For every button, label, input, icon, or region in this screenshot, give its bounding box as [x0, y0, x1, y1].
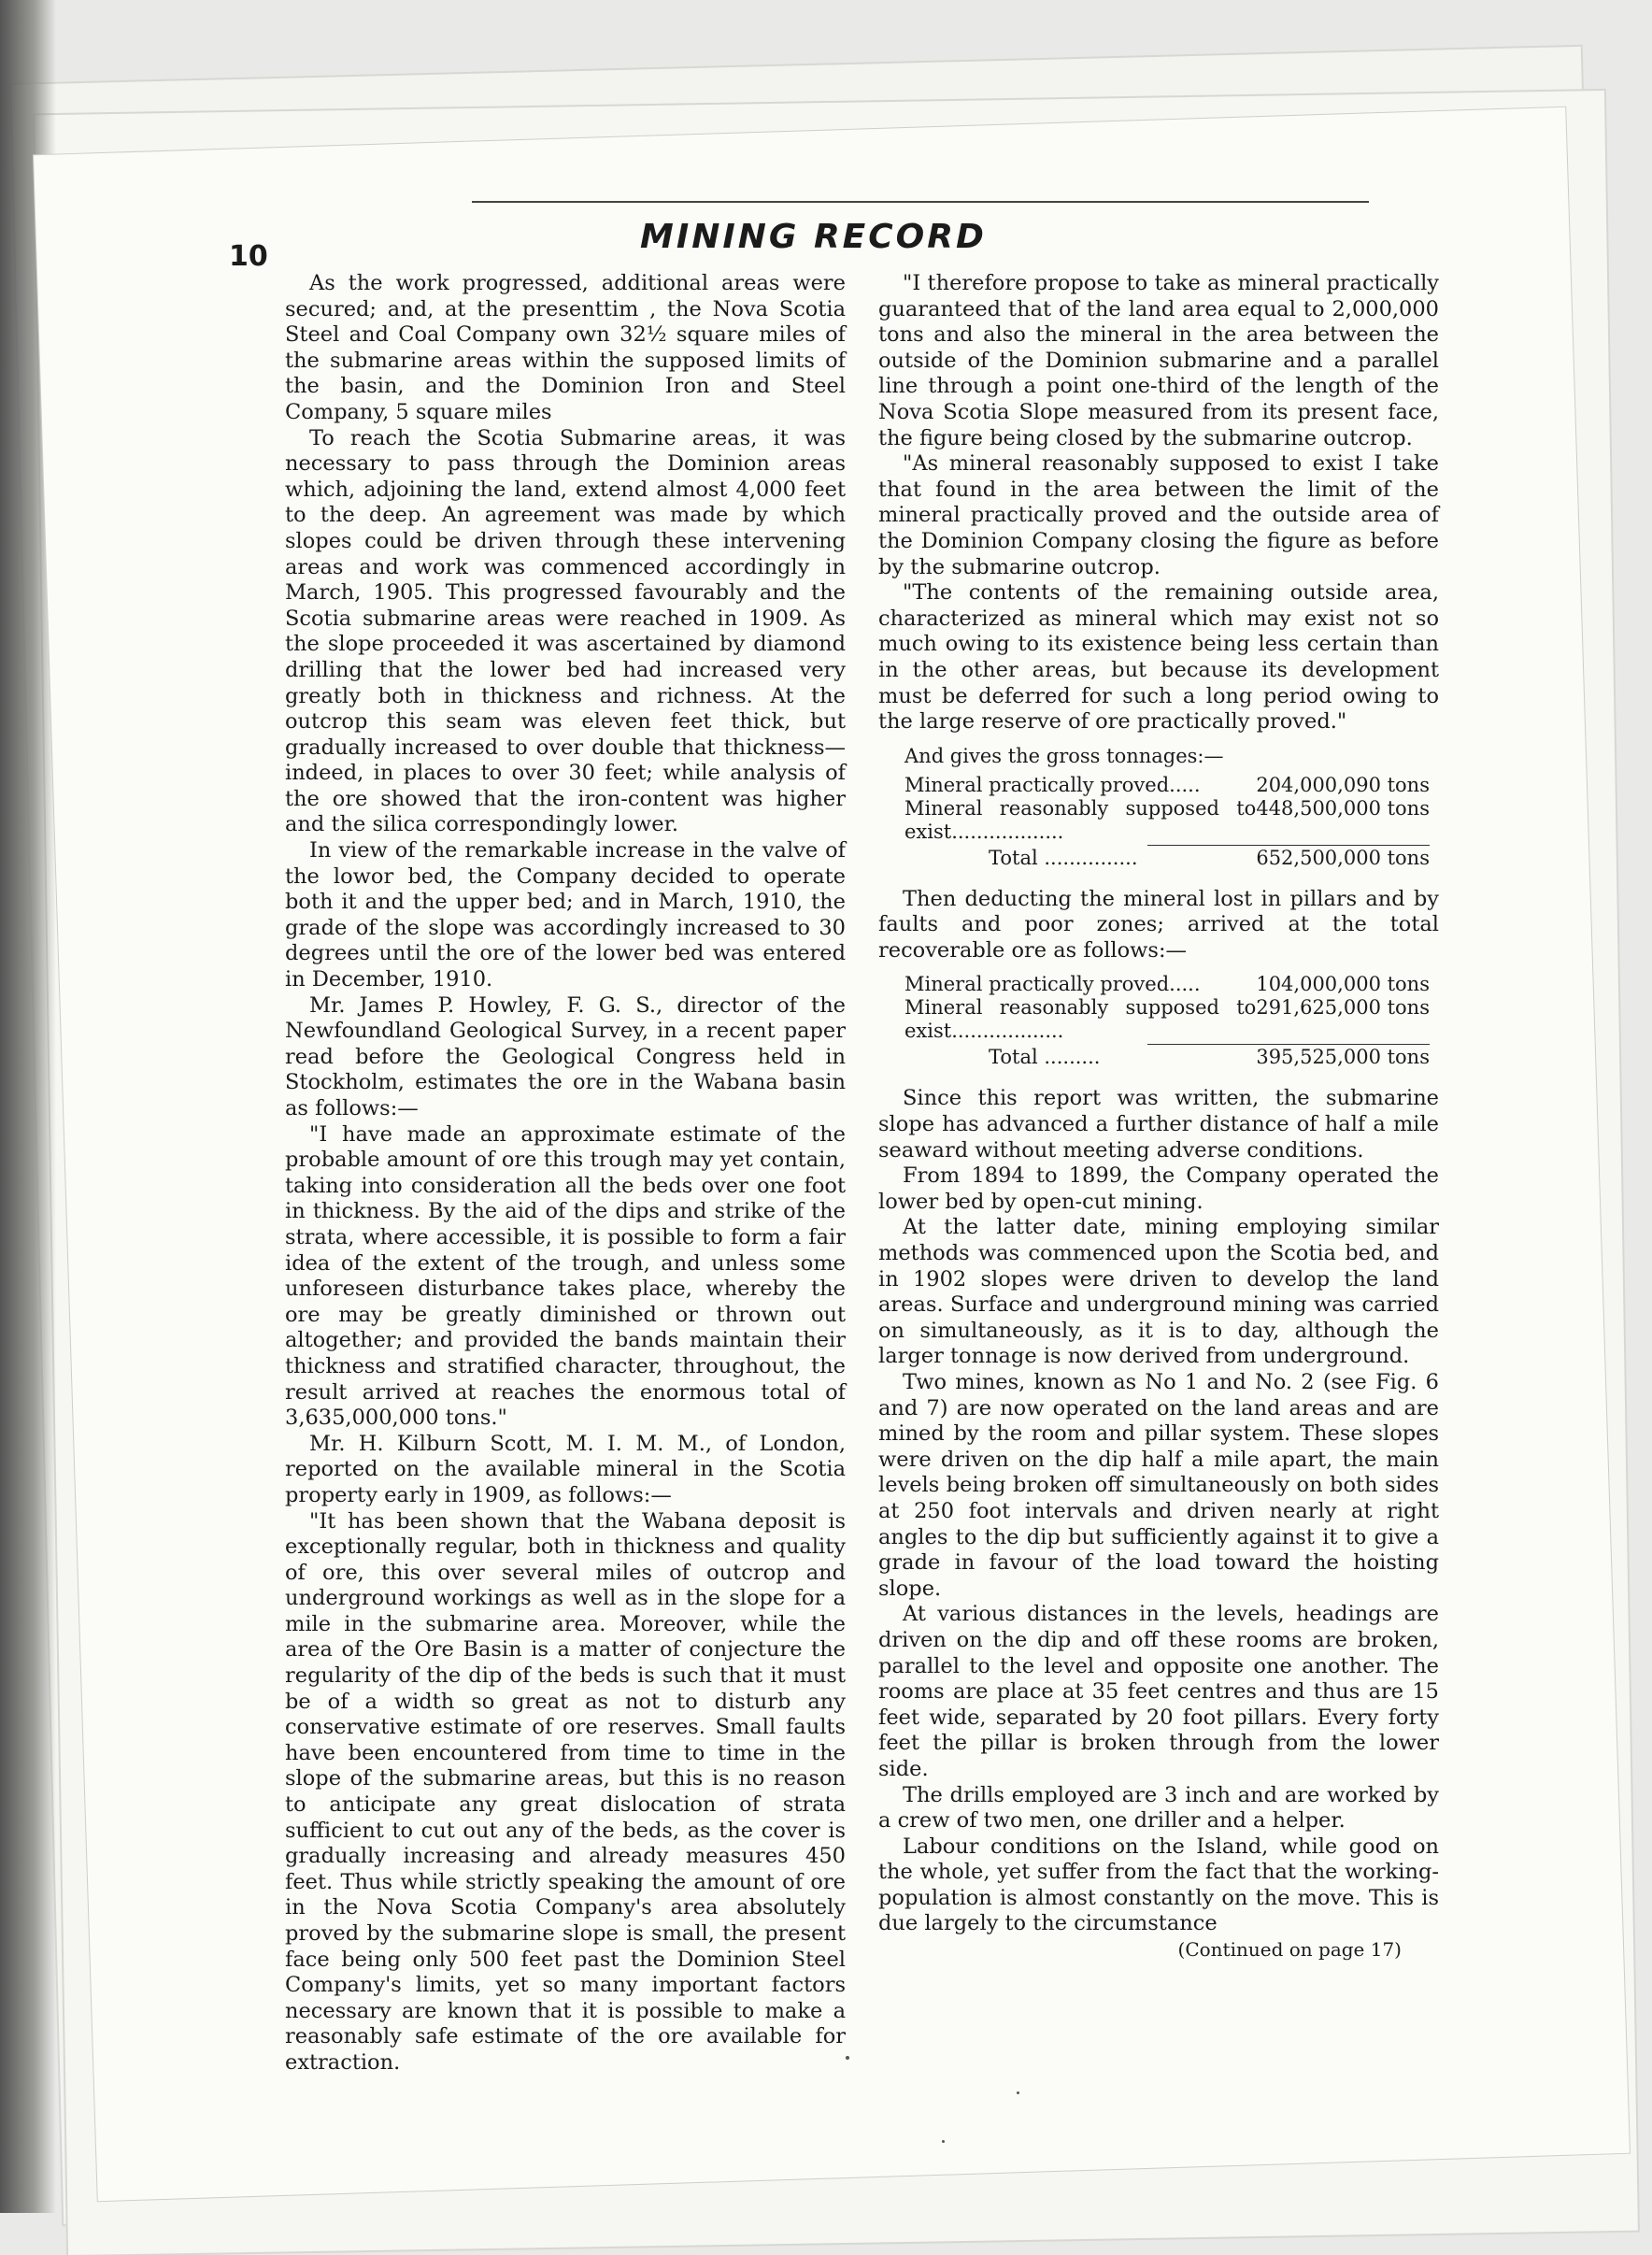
- right-column: [878, 271, 1439, 1963]
- paragraph: Mr. H. Kilburn Scott, M. I. M. M., of London, reported on the available mineral in the Scotia property early in 1909, as follows:—: [285, 1431, 846, 1507]
- page-number: 10: [229, 240, 268, 273]
- tonnage-label: Mineral reasonably supposed to exist..................: [904, 996, 1257, 1043]
- left-column: [285, 271, 846, 2077]
- tonnage-value: 291,625,000 tons: [1256, 996, 1430, 1020]
- ink-speck: [942, 2140, 945, 2143]
- paragraph: Two mines, known as No 1 and No. 2 (see Fig. 6 and 7) are now operated on the land areas and are mined by the room and pillar system. These slopes were driven on the dip half a mile apart, the main levels being broken off simultaneously on both sides at 250 foot intervals and driven nearly at right angles to the dip but sufficiently against it to give a grade in favour of the load toward the hoisting slope.: [878, 1370, 1439, 1601]
- tonnage-total-label: Total .........: [989, 1046, 1101, 1069]
- tonnage-total-value: 395,525,000 tons: [1256, 1046, 1430, 1069]
- paragraph: Mr. James P. Howley, F. G. S., director of the Newfoundland Geological Survey, in a recent paper read before the Geological Congress held in Stockholm, estimates the ore in the Wabana basin as follows:—: [285, 992, 846, 1120]
- paragraph: From 1894 to 1899, the Company operated the lower bed by open-cut mining.: [878, 1163, 1439, 1214]
- paragraph: Then deducting the mineral lost in pillars and by faults and poor zones; arrived at the total recoverable ore as follows:—: [878, 886, 1439, 963]
- tonnage-row: [904, 774, 1439, 797]
- tonnage-total-label: Total ...............: [989, 846, 1138, 869]
- tonnage-label: Mineral reasonably supposed to exist..................: [904, 796, 1257, 843]
- tonnage-label: Mineral practically proved.....: [904, 773, 1201, 796]
- sum-rule: [1147, 1044, 1430, 1045]
- tonnage-value: 104,000,000 tons: [1256, 973, 1430, 996]
- paragraph: As the work progressed, additional areas were secured; and, at the presenttim , the Nova Scotia Steel and Coal Company own 32½ square miles of the submarine areas within the supposed limits of the basin, and the Dominion Iron and Steel Company, 5 square miles: [285, 271, 846, 424]
- paragraph: The drills employed are 3 inch and are worked by a crew of two men, one driller and a helper.: [878, 1782, 1439, 1834]
- tonnage-total-row: [904, 1046, 1439, 1069]
- article-body: [285, 271, 1439, 2075]
- header-rule: [472, 201, 1369, 203]
- net-tonnage-table: [904, 973, 1439, 1069]
- continued-note: (Continued on page 17): [1177, 1938, 1402, 1962]
- tonnage-value: 204,000,090 tons: [1256, 773, 1430, 796]
- quote-paragraph: "The contents of the remaining outside area, characterized as mineral which may exist not so much owing to its existence being less certain than in the other areas, but because its development must be deferred for such a long period owing to the large reserve of ore practically proved.": [878, 580, 1439, 735]
- tonnage-label: Mineral practically proved.....: [904, 973, 1201, 996]
- paragraph: Labour conditions on the Island, while good on the whole, yet suffer from the fact that the working-population is almost constantly on the move. This is due largely to the circumstance: [878, 1834, 1439, 1936]
- tonnage-row: [904, 996, 1439, 1043]
- ink-speck: [846, 2056, 849, 2060]
- paragraph: Since this report was written, the submarine slope has advanced a further distance of half a mile seaward without meeting adverse conditions.: [878, 1086, 1439, 1163]
- ink-speck: [1017, 2091, 1019, 2094]
- journal-title: MINING RECORD: [640, 218, 987, 256]
- tonnage-total-row: [904, 847, 1439, 870]
- page-header: [229, 201, 1378, 276]
- quote-paragraph: "I have made an approximate estimate of the probable amount of ore this trough may yet contain, taking into consideration all the beds over one foot in thickness. By the aid of the dips and strike of the strata, where accessible, it is possible to form a fair idea of the extent of the trough, and unless some unforeseen disturbance takes place, whereby the ore may be greatly diminished or thrown out altogether; and provided the bands maintain their thickness and stratified character, throughout, the result arrived at reaches the enormous total of 3,635,000,000 tons.": [285, 1121, 846, 1431]
- tonnage-intro: And gives the gross tonnages:—: [904, 744, 1224, 767]
- tonnage-row: [904, 973, 1439, 996]
- tonnage-row: [904, 797, 1439, 844]
- tonnage-value: 448,500,000 tons: [1256, 796, 1430, 820]
- gross-tonnage-table: [904, 745, 1439, 870]
- paragraph: In view of the remarkable increase in the valve of the lowor bed, the Company decided to operate both it and the upper bed; and in March, 1910, the grade of the slope was accordingly increased to 30 degrees until the ore of the lower bed was entered in December, 1910.: [285, 838, 846, 992]
- paragraph: At the latter date, mining employing similar methods was commenced upon the Scotia bed, and in 1902 slopes were driven to develop the land areas. Surface and underground mining was carried on simultaneously, as it is to day, although the larger tonnage is now derived from underground.: [878, 1215, 1439, 1369]
- paragraph: To reach the Scotia Submarine areas, it was necessary to pass through the Dominion areas which, adjoining the land, extend almost 4,000 feet to the deep. An agreement was made by which slopes could be driven through these intervening areas and work was commenced accordingly in March, 1905. This progressed favourably and the Scotia submarine areas were reached in 1909. As the slope proceeded it was ascertained by diamond drilling that the lower bed had increased very greatly both in thickness and richness. At the outcrop this seam was eleven feet thick, but gradually increased to over double that thickness—indeed, in places to over 30 feet; while analysis of the ore showed that the iron-content was higher and the silica correspondingly lower.: [285, 425, 846, 837]
- sum-rule: [1147, 845, 1430, 846]
- paragraph: At various distances in the levels, headings are driven on the dip and off these rooms are broken, parallel to the level and opposite one another. The rooms are place at 35 feet centres and thus are 15 feet wide, separated by 20 foot pillars. Every forty feet the pillar is broken through from the lower side.: [878, 1602, 1439, 1781]
- quote-paragraph: "I therefore propose to take as mineral practically guaranteed that of the land area equal to 2,000,000 tons and also the mineral in the area between the outside of the Dominion submarine and a parallel line through a point one-third of the length of the Nova Scotia Slope measured from its present face, the figure being closed by the submarine outcrop.: [878, 271, 1439, 450]
- quote-paragraph: "It has been shown that the Wabana deposit is exceptionally regular, both in thickness and quality of ore, this over several miles of outcrop and underground workings as well as in the slope for a mile in the submarine area. Moreover, while the area of the Ore Basin is a matter of conjecture the regularity of the dip of the beds is such that it must be of a width so great as not to disturb any conservative estimate of ore reserves. Small faults have been encountered from time to time in the slope of the submarine areas, but this is no reason to anticipate any great dislocation of strata sufficient to cut out any of the beds, as the cover is gradually increasing and already measures 450 feet. Thus while strictly speaking the amount of ore in the Nova Scotia Company's area absolutely proved by the submarine slope is small, the present face being only 500 feet past the Dominion Steel Company's limits, yet so many important factors necessary are known that it is possible to make a reasonably safe estimate of the ore available for extraction.: [285, 1508, 846, 2075]
- tonnage-total-value: 652,500,000 tons: [1256, 846, 1430, 869]
- quote-paragraph: "As mineral reasonably supposed to exist I take that found in the area between the limit of the mineral practically proved and the outside area of the Dominion Company closing the figure as before by the submarine outcrop.: [878, 451, 1439, 579]
